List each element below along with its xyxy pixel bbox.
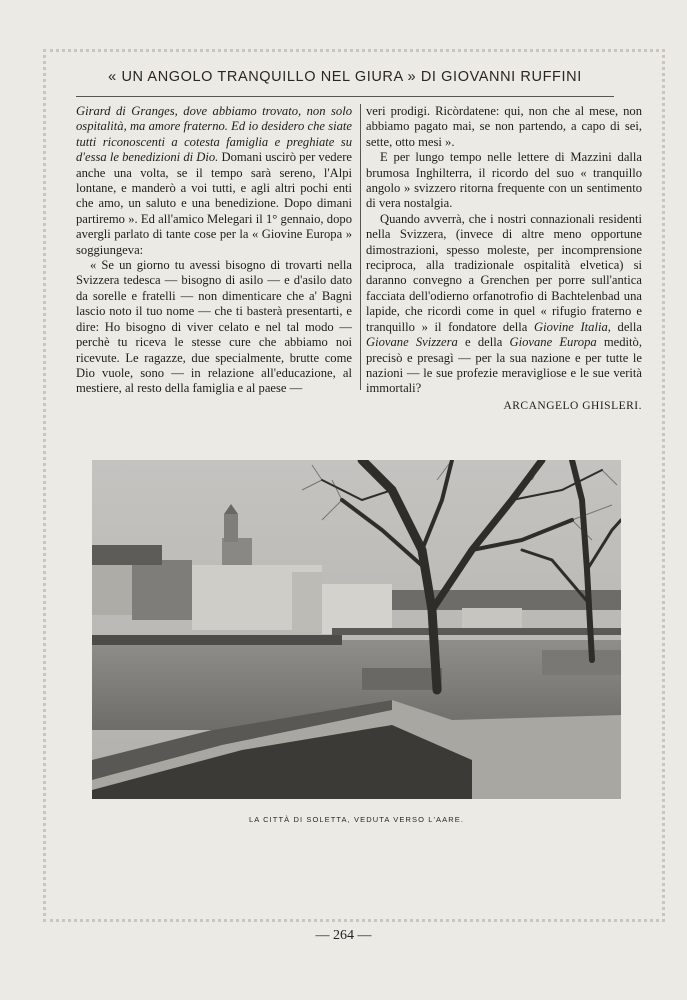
running-title: « UN ANGOLO TRANQUILLO NEL GIURA » DI GIOVANNI RUFFINI <box>108 69 582 85</box>
italic-title: Giovine Italia <box>534 319 608 334</box>
paragraph <box>76 104 352 258</box>
photo-caption: LA CITTÀ DI SOLETTA, VEDUTA VERSO L'AARE. <box>248 815 465 824</box>
paragraph: E per lungo tempo nelle lettere di Mazzini dalla brumosa Inghilterra, il ricordo del suo « tranquillo angolo » svizzero ritorna frequente con un sentimento di vera nostalgia. <box>366 150 642 211</box>
paragraph: veri prodigi. Ricòrdatene: qui, non che al mese, non abbiamo pagato mai, se non partendo, a capo di sei, sette, otto mesi ». <box>366 104 642 149</box>
header-rule <box>76 96 614 97</box>
paragraph-text: Quando avverrà, che i nostri connazionali residenti nella Svizzera, (invece di altre meno opportune dimostrazioni, spesso moleste, per incomprensione reciproca, alla tradizionale ospitalità elvetica) si daranno convegno a Grenchen per porre sull'antica facciata dell'odierno orfanotrofio di Bachtelenbad una lapide, che ricordi come in quel « rifugio fraterno e tranquillo » il fondatore della <box>366 211 642 334</box>
italic-title: Giovane Svizzera <box>366 335 458 350</box>
paragraph: « Se un giorno tu avessi bisogno di trovarti nella Svizzera tedesca — bisogno di asilo — e d'asilo dato da sorelle e fratelli — non dimenticare che a' Bagni lascio noto il tuo nome — che ti basterà presentarti, e dire: Ho bisogno di viver celato e nel tal modo — perchè tu riceva le stesse cure che abbiamo noi ricevute. Le ragazze, due specialmente, brutte come Dio vuole, sono — in relazione all'educazione, al mestiere, al resto della famiglia e al paese — <box>76 258 352 396</box>
italic-title: Giovane Europa <box>509 335 597 350</box>
page-number: — 264 — <box>315 928 372 943</box>
left-column <box>76 104 352 397</box>
photo-illustration <box>92 460 621 799</box>
paragraph <box>366 212 642 397</box>
photograph-soletta <box>92 460 621 799</box>
right-column <box>366 104 642 414</box>
paragraph-text: Domani uscirò per vedere anche una volta, se il tempo sarà sereno, l'Alpi lontane, e manderò a voi tutti, e agli altri pochi enti che amo, un saluto e una benedizione. Dopo dimani partiremo ». Ed all'amico Melegari il 1° gennaio, dopo avergli parlato di tante cose per la « Giovine Europa » soggiungeva: <box>76 150 352 257</box>
author-signature: ARCANGELO GHISLERI. <box>503 399 642 412</box>
paragraph-text: meditò, precisò e presagì — per la sua nazione e per tutte le nazioni — le sue profezie meravigliose e le sue verità immortali? <box>366 335 642 396</box>
italic-quote: Girard di Granges, dove abbiamo trovato, non solo ospitalità, ma amore fraterno. Ed io desidero che siate tutti riconoscenti a cotesta famiglia e preghiate su d'essa le benedizioni di Dio. <box>76 104 352 165</box>
column-divider <box>360 104 361 390</box>
paragraph-text: e della <box>457 335 510 350</box>
paragraph-text: , della <box>607 319 642 334</box>
